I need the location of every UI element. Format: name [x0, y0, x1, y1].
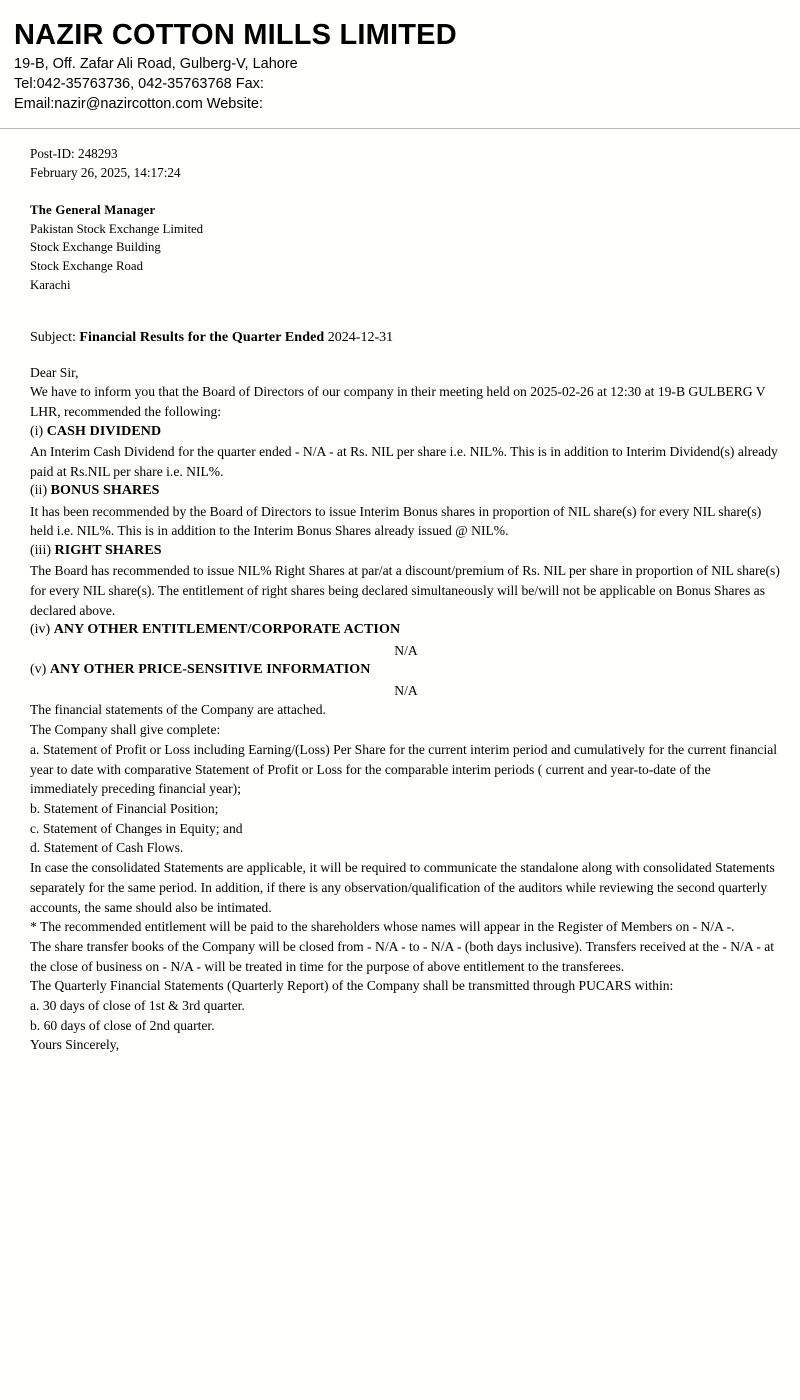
company-address: 19-B, Off. Zafar Ali Road, Gulberg-V, Lahore: [14, 56, 298, 73]
salutation: Dear Sir,: [30, 364, 79, 380]
addressee-title: The General Manager: [30, 202, 156, 217]
section-iii-number: (iii): [30, 543, 51, 559]
pucars-item-a: a. 30 days of close of 1st & 3rd quarter.: [30, 998, 245, 1014]
section-ii-text: It has been recommended by the Board of Directors to issue Interim Bonus shares in proportion of NIL share(s) for every NIL share(s) held i.e. NIL%. This is in addition to the Interim Bonus Shares already issued @ NIL%.: [30, 503, 762, 539]
statement-item-c: c. Statement of Changes in Equity; and: [30, 820, 243, 836]
section-v-title: ANY OTHER PRICE-SENSITIVE INFORMATION: [49, 662, 371, 678]
addressee-line-4: Karachi: [30, 277, 71, 292]
statement-item-b: b. Statement of Financial Position;: [30, 801, 219, 816]
post-datetime: February 26, 2025, 14:17:24: [30, 165, 181, 181]
section-ii-number: (ii): [30, 483, 48, 499]
statement-item-d: d. Statement of Cash Flows.: [30, 840, 184, 856]
subject-label: Subject:: [30, 330, 76, 346]
transfer-books-note: The share transfer books of the Company will be closed from - N/A - to - N/A - (both days inclusive). Transfers received at the - N/A - at the close of business on - N/A - will be treated in time for the purpose of above entitlement to the transferees.: [30, 938, 775, 974]
post-id: Post-ID: 248293: [30, 146, 118, 162]
section-iii-text: The Board has recommended to issue NIL% Right Shares at par/at a discount/premium of Rs. NIL per share in proportion of NIL share(s) for every NIL share(s). The entitlement of right shares being declared simultaneously will be/will not be applicable on Bonus Shares as declared above.: [30, 563, 780, 618]
addressee-line-2: Stock Exchange Building: [30, 240, 161, 255]
statement-item-a: a. Statement of Profit or Loss including Earning/(Loss) Per Share for the current interim period and cumulatively for the current financial year to date with comparative Statement of Profit or Loss for the comparable interim periods ( current and year-to-date of the immediately preceding financial year);: [30, 741, 778, 797]
consolidated-statements-note: In case the consolidated Statements are applicable, it will be required to communicate the standalone along with consolidated Statements separately for the same period. In addition, if there is any observation/qualification of the auditors while reviewing the second quarterly accounts, the same should also be intimated.: [30, 860, 775, 915]
section-i-text: An Interim Cash Dividend for the quarter ended - N/A - at Rs. NIL per share i.e. NIL%. This is in addition to Interim Dividend(s) already paid at Rs.NIL per share i.e. NIL%.: [30, 443, 778, 479]
letterhead: [0, 0, 800, 114]
section-iv-number: (iv): [30, 622, 51, 638]
intro-paragraph: We have to inform you that the Board of Directors of our company in their meeting held on 2025-02-26 at 12:30 at 19-B GULBERG V LHR, recommended the following:: [30, 384, 766, 419]
closing-salutation: Yours Sincerely,: [30, 1037, 120, 1053]
section-v-value: N/A: [394, 682, 418, 698]
section-i-title: CASH DIVIDEND: [46, 423, 162, 439]
addressee-line-3: Stock Exchange Road: [30, 258, 144, 273]
addressee-line-1: Pakistan Stock Exchange Limited: [30, 221, 204, 236]
section-v-number: (v): [30, 662, 47, 678]
section-ii-title: BONUS SHARES: [50, 483, 160, 499]
section-iii-title: RIGHT SHARES: [54, 543, 162, 559]
section-i-heading: [30, 422, 782, 442]
addressee-block: [30, 201, 782, 294]
company-phone: Tel:042-35763736, 042-35763768 Fax:: [14, 76, 264, 93]
entitlement-note: * The recommended entitlement will be paid to the shareholders whose names will appear in the Register of Members on - N/A -.: [30, 919, 735, 935]
company-name: NAZIR COTTON MILLS LIMITED: [14, 19, 457, 51]
section-v-heading: [30, 660, 782, 680]
subject-strong: Financial Results for the Quarter Ended: [79, 330, 325, 346]
pucars-item-b: b. 60 days of close of 2nd quarter.: [30, 1017, 215, 1033]
pucars-intro: The Quarterly Financial Statements (Quarterly Report) of the Company shall be transmitted through PUCARS within:: [30, 978, 674, 994]
section-iv-title: ANY OTHER ENTITLEMENT/CORPORATE ACTION: [53, 622, 401, 638]
section-i-number: (i): [30, 423, 44, 439]
company-complete-intro: The Company shall give complete:: [30, 722, 221, 738]
company-email: Email:nazir@nazircotton.com Website:: [14, 96, 263, 113]
section-iii-heading: [30, 541, 782, 561]
section-ii-heading: [30, 481, 782, 501]
subject-line: [30, 328, 782, 348]
document-body: [0, 129, 800, 1055]
section-iv-heading: [30, 620, 782, 640]
section-iv-value: N/A: [394, 642, 418, 658]
subject-date: 2024-12-31: [327, 330, 394, 346]
financials-attached: The financial statements of the Company are attached.: [30, 702, 326, 718]
